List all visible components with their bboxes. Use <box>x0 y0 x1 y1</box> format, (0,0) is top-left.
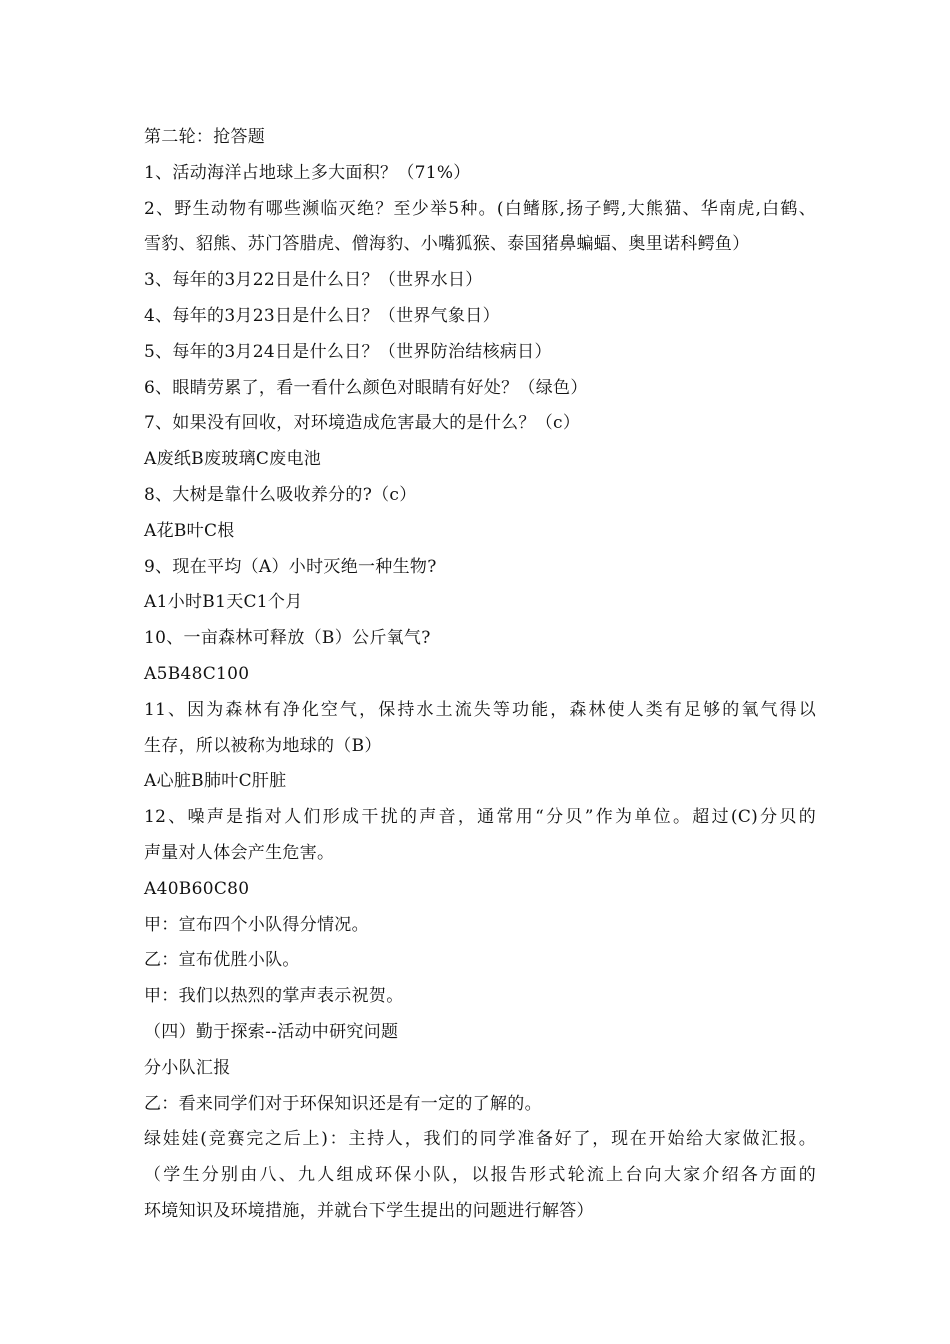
text-line: A废纸B废玻璃C废电池 <box>144 449 322 470</box>
text-line: 环境知识及环境措施，并就台下学生提出的问题进行解答） <box>144 1200 594 1221</box>
text-line: 5、每年的3月24日是什么日？（世界防治结核病日） <box>144 341 552 362</box>
text-line: 4、每年的3月23日是什么日？（世界气象日） <box>144 305 500 326</box>
text-line: 10、一亩森林可释放（B）公斤氧气? <box>144 628 431 649</box>
text-line: 分小队汇报 <box>144 1057 231 1078</box>
text-line: A心脏B肺叶C肝脏 <box>144 771 287 792</box>
text-line: （四）勤于探索--活动中研究问题 <box>144 1021 399 1042</box>
text-line: 2、野生动物有哪些濒临灭绝？至少举5种。(白鳍豚,扬子鳄,大熊猫、华南虎,白鹤、 <box>144 198 816 219</box>
text-line: 3、每年的3月22日是什么日？（世界水日） <box>144 270 483 291</box>
text-line: 雪豹、貂熊、苏门答腊虎、僧海豹、小嘴狐猴、泰国猪鼻蝙蝠、奥里诺科鳄鱼） <box>144 234 750 255</box>
text-line: 绿娃娃(竞赛完之后上)：主持人，我们的同学准备好了，现在开始给大家做汇报。 <box>144 1129 816 1150</box>
text-line: A5B48C100 <box>144 663 250 684</box>
text-line: 11、因为森林有净化空气，保持水土流失等功能，森林使人类有足够的氧气得以 <box>144 699 816 720</box>
text-line: A40B60C80 <box>144 878 250 899</box>
text-line: A花B叶C根 <box>144 520 235 541</box>
text-line: 1、活动海洋占地球上多大面积？（71%） <box>144 162 471 183</box>
document-body <box>144 120 816 1230</box>
text-line: 甲：我们以热烈的掌声表示祝贺。 <box>144 986 404 1007</box>
text-line: A1小时B1天C1个月 <box>144 592 303 613</box>
text-line: 甲：宣布四个小队得分情况。 <box>144 914 369 935</box>
text-line: 8、大树是靠什么吸收养分的?（c） <box>144 484 417 505</box>
text-line: 生存，所以被称为地球的（B） <box>144 735 382 756</box>
text-line: 6、眼睛劳累了，看一看什么颜色对眼睛有好处？（绿色） <box>144 377 588 398</box>
section-heading: 第二轮：抢答题 <box>144 127 266 147</box>
text-line: 7、如果没有回收，对环境造成危害最大的是什么？（c） <box>144 413 581 434</box>
text-line: 乙：宣布优胜小队。 <box>144 950 300 971</box>
text-line: 9、现在平均（A）小时灭绝一种生物? <box>144 556 437 577</box>
text-line: 12、噪声是指对人们形成干扰的声音，通常用“分贝”作为单位。超过(C)分贝的 <box>144 807 816 828</box>
text-line: 声量对人体会产生危害。 <box>144 842 335 863</box>
text-line: 乙：看来同学们对于环保知识还是有一定的了解的。 <box>144 1093 542 1114</box>
text-line: （学生分别由八、九人组成环保小队，以报告形式轮流上台向大家介绍各方面的 <box>144 1165 816 1186</box>
